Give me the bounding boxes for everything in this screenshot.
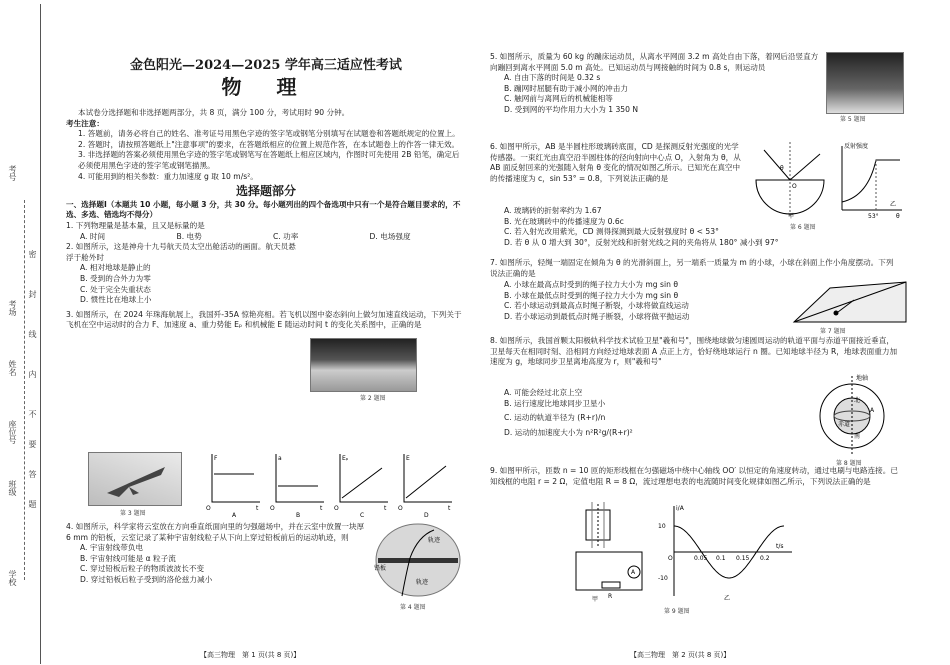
- notice-item: 3. 非选择题的答案必须使用黑色字迹的签字笔或钢笔写在答题纸上相应区域内，作图时可先使用 2B 铅笔，确定后必须使用黑色字迹的签字笔或钢笔描黑。: [78, 150, 460, 170]
- q1-option-b: B. 电势: [176, 231, 202, 241]
- q8-axis-label: 地轴: [856, 375, 869, 382]
- q2-option-a: A. 相对地球是静止的: [80, 263, 151, 273]
- q2-option-b: B. 受到的合外力为零: [80, 273, 151, 283]
- q6-option-c: C. 若入射光改用紫光，CD 测得探测到最大反射强度时 θ < 53°: [504, 227, 719, 237]
- q1-stem: 1. 下列物理量是基本量，且又是标量的是: [66, 220, 205, 230]
- q3-graph-option-label: D: [424, 512, 429, 518]
- q6-block: [490, 142, 745, 184]
- q8-point-a-label: A: [870, 407, 875, 414]
- seal-word: 内: [28, 370, 37, 378]
- q5-stem: 5. 如图所示，质量为 60 kg 的蹦床运动员，从离水平网面 3.2 m 高处自由下落，着网后沿竖直方向蹦回到离水平网面 5.0 m 高处。已知运动员与网接触的时间为 0.8 s，则运动员: [490, 52, 819, 72]
- page-1-column: [66, 58, 466, 331]
- q6-stem: 6. 如图甲所示，AB 是半圆柱形玻璃砖底面，CD 是探测反射光强度的光学传感器。一束红光由真空沿半圆柱体的径向射向中心点 O，入射角为 θ，从 AB 面反射回来的光强随入射角 θ 变化的情况如图乙所示。已知光在真空中的传播速度为 c，sin 53° = 0.8，下列说法正确的是: [490, 142, 741, 183]
- q2-option-d: D. 惯性比在地球上小: [80, 295, 152, 305]
- q4-label-lead: 铅板: [374, 565, 387, 572]
- q9-current-graph: [658, 502, 798, 602]
- q3-graph-option-label: C: [360, 512, 365, 518]
- q8-north-label: 北: [854, 397, 861, 404]
- q9-xtick: 0.1: [716, 555, 726, 562]
- q3-graph-option-label: B: [296, 512, 301, 518]
- q9-ytick-min: -10: [658, 575, 668, 582]
- binding-label-seat: 座位号: [8, 420, 17, 444]
- jet-silhouette: [89, 453, 181, 505]
- q9-y-axis-label: i/A: [676, 505, 684, 512]
- q3-graph-origin: O: [270, 505, 275, 512]
- q7-options: [490, 280, 790, 322]
- seal-word: 封: [28, 290, 37, 298]
- q7-incline-figure: [790, 278, 910, 326]
- section-instruction: 一、选择题Ⅰ（本题共 10 小题，每小题 3 分，共 30 分。每小题列出的四个备选项中只有一个是符合题目要求的，不选、多选、错选均不得分）: [66, 199, 461, 220]
- seal-word: 要: [28, 440, 37, 448]
- binding-label-school: 学校: [8, 570, 17, 586]
- q3-graph-c: [334, 454, 388, 518]
- q2-astronaut-photo: [310, 338, 417, 392]
- notice-item: 1. 答题前，请务必将自己的姓名、准考证号用黑色字迹的签字笔或钢笔分别填写在试题卷和答题纸规定的位置上。: [78, 129, 460, 139]
- q3-graph-y-label: E: [406, 455, 410, 462]
- seal-word: 密: [28, 250, 37, 258]
- q8-stem: 8. 如图所示，我国首颗太阳极轨科学技术试验卫星"羲和号"，围绕地球做匀速圆周运动的轨道平面与赤道平面接近垂直，卫星每天在相同时刻、沿相同方向经过地球表面 A 点正上方，恰好绕地球运行 n 圈。已知地球半径为 R，地球表面重力加速度为 g，地球同步卫星离地高度为 r，则"羲和号": [490, 336, 898, 367]
- q4-option-d: D. 穿过铅板后粒子受到的洛伦兹力减小: [80, 574, 213, 584]
- q9-fig-yi: 乙: [724, 595, 731, 602]
- q3-graph-y-label: a: [278, 455, 282, 462]
- q2-stem: 2. 如图所示，这是神舟十九号航天员太空出舱活动的画面。航天员悬浮于舱外时: [66, 242, 296, 262]
- q8-option-b: B. 运行速度比地球同步卫星小: [504, 398, 606, 408]
- q3-graph-b: [270, 454, 324, 518]
- q3-caption: 第 3 题图: [120, 510, 146, 517]
- q8-equator-label: 赤道: [838, 421, 851, 428]
- q4-label-track: 轨迹: [428, 537, 441, 544]
- q6-option-b: B. 光在玻璃砖中的传播速度为 0.6c: [504, 216, 624, 226]
- q8-options: [490, 388, 790, 442]
- q3-graph-a: [206, 454, 260, 518]
- q6-x-label: θ: [896, 213, 900, 220]
- q3-graph-curve: [342, 468, 382, 498]
- binding-label-exam-number: 考号: [8, 165, 17, 181]
- q3-graph-d: [398, 454, 452, 518]
- q5-trampoline-photo: [826, 52, 904, 114]
- q9-xtick: 0.2: [760, 555, 770, 562]
- q3-graph-x-label: t: [320, 505, 323, 512]
- q6-semicircle-figure: [756, 142, 824, 220]
- seal-word: 题: [28, 500, 37, 508]
- q4-stem: 4. 如图所示，科学家将云室放在方向垂直纸面向里的匀强磁场中，并在云室中放置一块厚 6 mm 的铅板，云室记录了某种宇宙射线粒子从下向上穿过铅板前后的运动轨迹，则: [66, 522, 365, 542]
- seal-dashed-line: [24, 200, 25, 580]
- q9-generator-figure: [572, 502, 652, 602]
- q3-graph-curve: [406, 466, 446, 498]
- q9-xtick: 0.15: [736, 555, 750, 562]
- q3-graph-x-label: t: [448, 505, 451, 512]
- notice-title: 考生注意：: [66, 118, 104, 128]
- q5-block: [490, 52, 820, 116]
- q9-xtick: 0.05: [694, 555, 708, 562]
- q3-graph-option-label: A: [232, 512, 237, 518]
- q1-option-d: D. 电场强度: [369, 231, 411, 241]
- q7-option-a: A. 小球在最高点时受到的绳子拉力大小为 mg sin θ: [504, 280, 678, 289]
- q9-fig-jia: 甲: [592, 596, 599, 602]
- q8-caption: 第 8 题图: [836, 460, 862, 467]
- q4-block: [66, 522, 366, 586]
- q6-caption: 第 6 题图: [790, 224, 816, 231]
- footer-page-2: 【高三物理 第 2 页(共 8 页)】: [630, 651, 731, 659]
- notice-item: 2. 答题时，请按照答题纸上"注意事项"的要求，在答题纸相应的位置上规范作答，在本试题卷上的作答一律无效。: [78, 139, 460, 149]
- q6-angle-label: 53°: [868, 213, 879, 220]
- q2-block: [66, 242, 301, 306]
- q9-origin-label: O: [668, 555, 673, 562]
- q6-y-label: 反射强度: [844, 143, 869, 150]
- q3-graph-axes: [276, 454, 324, 502]
- binding-label-class: 班级: [8, 480, 17, 496]
- q7-caption: 第 7 题图: [820, 328, 846, 335]
- q8-stem-block: [490, 336, 900, 368]
- q4-option-a: A. 宇宙射线带负电: [80, 543, 144, 553]
- q4-option-c: C. 穿过铅板后粒子的物质波波长不变: [80, 564, 205, 574]
- q1-options: [66, 232, 466, 243]
- notice-item: 4. 可能用到的相关参数：重力加速度 g 取 10 m/s²。: [78, 171, 258, 181]
- subject-title: 物 理: [221, 75, 311, 99]
- q9-ytick-max: 10: [658, 523, 666, 530]
- q7-stem: 7. 如图所示，轻绳一端固定在倾角为 θ 的光滑斜面上，另一端系一质量为 m 的小球，小球在斜面上作小角度摆动。下列说法正确的是: [490, 258, 894, 278]
- q3-graph-x-label: t: [256, 505, 259, 512]
- q9-block: [490, 466, 900, 487]
- binding-line: [40, 4, 41, 664]
- q6-option-a: A. 玻璃砖的折射率约为 1.67: [504, 206, 602, 215]
- q4-label-track: 轨迹: [416, 579, 429, 586]
- q8-south-label: 南: [854, 433, 861, 440]
- binding-label-name: 姓名: [8, 360, 17, 376]
- q1-option-a: A. 时间: [80, 231, 106, 241]
- q4-option-b: B. 宇宙射线可能是 α 粒子流: [80, 553, 176, 563]
- q7-option-d: D. 若小球运动到最低点时绳子断裂，小球将做平抛运动: [504, 311, 690, 321]
- q5-caption: 第 5 题图: [840, 116, 866, 123]
- q4-cloud-chamber-figure: [372, 522, 464, 600]
- q6-option-d: D. 若 θ 从 0 增大到 30°，反射光线和折射光线之间的夹角将从 180° 减小到 97°: [504, 237, 779, 247]
- q6-theta-label: θ: [780, 165, 784, 172]
- q9-resistor-label: R: [608, 593, 613, 600]
- intro-text: 本试卷分选择题和非选择题两部分，共 8 页，满分 100 分，考试用时 90 分钟。: [78, 108, 350, 117]
- q3-graph-x-label: t: [384, 505, 387, 512]
- section-title: 选择题部分: [235, 184, 296, 199]
- q9-stem: 9. 如图甲所示，匝数 n = 10 匝的矩形线框在匀强磁场中绕中心轴线 OO′ 以恒定的角速度转动，通过电刷与电路连接。已知线框的电阻 r = 2 Ω，定值电阻 R = 8 Ω，流过理想电表的电流随时间变化规律如图乙所示，下列说法正确的是: [490, 466, 898, 486]
- q3-graphs: [200, 452, 460, 518]
- q6-fig-yi: 乙: [890, 201, 897, 208]
- q3-graph-axes: [404, 454, 452, 502]
- q3-graph-origin: O: [334, 505, 339, 512]
- q8-option-a: A. 可能会经过北京上空: [504, 388, 583, 397]
- q6-fig-jia: 甲: [788, 213, 795, 220]
- q7-option-b: B. 小球在最低点时受到的绳子拉力大小为 mg sin θ: [504, 290, 679, 300]
- q2-caption: 第 2 题图: [360, 395, 386, 402]
- q3-graph-origin: O: [206, 505, 211, 512]
- q2-option-c: C. 处于完全失重状态: [80, 284, 151, 294]
- seal-word: 不: [28, 410, 37, 418]
- seal-word: 线: [28, 330, 37, 338]
- q3-stem: 3. 如图所示，在 2024 年珠海航展上，我国歼-35A 惊艳亮相。若飞机以图中姿态斜向上做匀加速直线运动，下列关于飞机在空中运动时的合力 F、加速度 a、重力势能 Eₚ 和机械能 E 随运动时间 t 的变化关系图中，正确的是: [66, 309, 462, 330]
- q5-option-a: A. 自由下落的时间是 0.32 s: [504, 73, 601, 83]
- q6-origin-label: O: [792, 183, 797, 190]
- q3-graph-axes: [212, 454, 260, 502]
- q5-option-d: D. 受到网的平均作用力大小为 1 350 N: [504, 104, 639, 114]
- q9-ammeter-label: A: [631, 569, 636, 576]
- seal-word: 答: [28, 470, 37, 478]
- lead-plate: [378, 558, 458, 563]
- q5-option-c: C. 触网前与离网后的机械能相等: [504, 94, 613, 104]
- footer-page-1: 【高三物理 第 1 页(共 8 页)】: [200, 651, 301, 659]
- q3-graph-origin: O: [398, 505, 403, 512]
- q5-option-b: B. 蹦网时屈腿有助于减小网的冲击力: [504, 83, 628, 93]
- q1-option-c: C. 功率: [273, 231, 299, 241]
- q8-option-c: C. 运动的轨道半径为 (R+r)/n: [504, 413, 606, 423]
- q9-caption: 第 9 题图: [664, 608, 690, 615]
- q6-intensity-graph: [842, 142, 902, 220]
- q9-x-axis-label: t/s: [776, 543, 784, 550]
- q7-option-c: C. 若小球运动到最高点时绳子断裂，小球将做直线运动: [504, 301, 689, 311]
- exam-title: 金色阳光—2024—2025 学年高三适应性考试: [130, 58, 402, 73]
- q3-graph-y-label: F: [214, 455, 218, 462]
- q8-orbit-figure: [812, 372, 892, 456]
- q8-option-d: D. 运动的加速度大小为 n²R²g/(R+r)²: [504, 427, 633, 437]
- q6-figures: [750, 140, 906, 220]
- q3-graph-y-label: Eₚ: [342, 455, 349, 462]
- q4-caption: 第 4 题图: [400, 604, 426, 611]
- binding-label-room: 考场: [8, 300, 17, 316]
- q3-jet-photo: [88, 452, 182, 506]
- q7-stem-block: [490, 258, 900, 279]
